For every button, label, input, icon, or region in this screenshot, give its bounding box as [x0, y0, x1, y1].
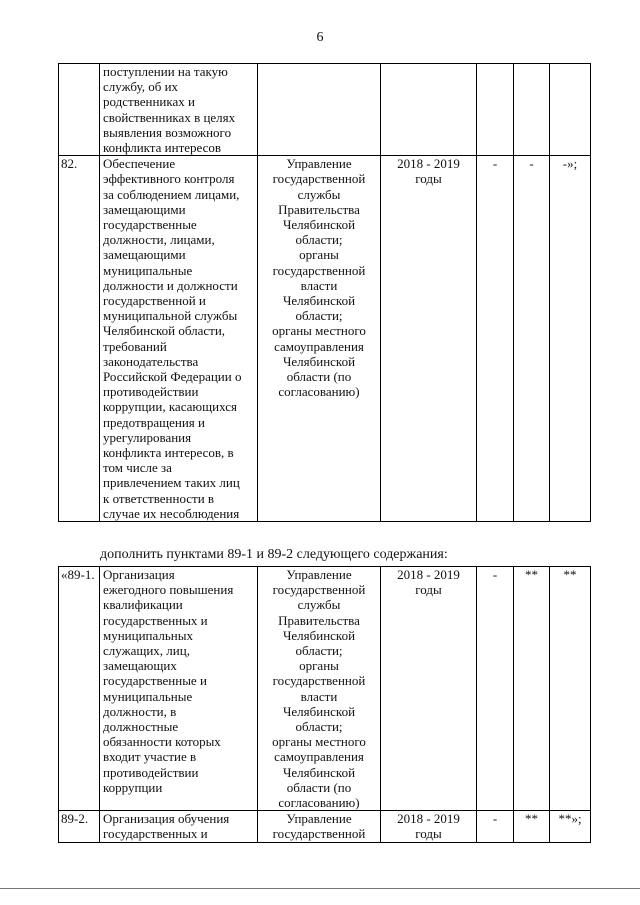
description-line: государственных и	[103, 826, 208, 842]
executor-line: Челябинской	[282, 627, 356, 643]
description-line: законодательства	[103, 353, 199, 369]
table-row	[59, 811, 591, 842]
executor-line: Челябинской	[282, 293, 356, 309]
measure-description	[100, 156, 258, 522]
description-line: коррупции	[103, 779, 163, 795]
description-line: требований	[103, 338, 167, 354]
description-line: Организация	[103, 567, 175, 582]
funding-value-1: -	[477, 567, 514, 811]
implementation-period	[381, 64, 477, 156]
executor-line: государственной	[272, 826, 366, 842]
funding-value-3: -»;	[550, 156, 591, 522]
executor-line: государственной	[272, 582, 366, 598]
responsible-executor	[258, 156, 381, 522]
description-line: должности и должности	[103, 277, 238, 293]
description-line: муниципальные	[103, 688, 193, 704]
measure-description	[100, 64, 258, 156]
description-line: случае их несоблюдения	[103, 505, 240, 521]
description-line: конфликта интересов	[103, 140, 222, 156]
description-line: противодействии	[103, 764, 199, 780]
executor-line: государственной	[272, 673, 366, 689]
description-line: должностные	[103, 719, 179, 735]
implementation-period: 2018 - 2019 годы	[381, 811, 477, 842]
item-number	[59, 64, 100, 156]
description-line: Обеспечение	[103, 156, 176, 172]
description-line: Организация обучения	[103, 811, 230, 827]
executor-line: органы	[299, 247, 339, 263]
description-line: государственных и	[103, 612, 208, 628]
executor-line: власти	[300, 688, 338, 704]
funding-value-2: **	[514, 567, 550, 811]
executor-line: области;	[295, 719, 343, 735]
description-line: входит участие в	[103, 749, 197, 765]
item-number: «89-1.	[59, 567, 100, 811]
funding-value-2	[514, 64, 550, 156]
implementation-period: 2018 - 2019 годы	[381, 567, 477, 811]
description-line: государственные	[103, 217, 197, 233]
description-line: должности, в	[103, 703, 177, 719]
description-line: конфликта интересов, в	[103, 445, 234, 461]
funding-value-3: **»;	[550, 811, 591, 842]
description-line: муниципальной службы	[103, 308, 238, 324]
description-line: свойственниках в целях	[103, 109, 236, 125]
executor-line: согласованию)	[278, 795, 360, 811]
description-line: том числе за	[103, 460, 172, 476]
executor-line: государственной	[272, 262, 366, 278]
description-line: муниципальные	[103, 262, 193, 278]
executor-line: власти	[300, 277, 338, 293]
description-line: противодействии	[103, 384, 199, 400]
executor-line: службы	[297, 186, 341, 202]
executor-line: области (по	[286, 779, 352, 795]
funding-value-1	[477, 64, 514, 156]
executor-line: органы местного	[272, 734, 366, 750]
executor-line: Челябинской	[282, 217, 356, 233]
description-line: Челябинской области,	[103, 323, 226, 339]
table-row	[59, 156, 591, 522]
description-line: выявления возможного	[103, 124, 232, 140]
item-number: 89-2.	[59, 811, 100, 842]
executor-line: органы	[299, 658, 339, 674]
description-line: коррупции, касающихся	[103, 399, 237, 415]
responsible-executor	[258, 567, 381, 811]
responsible-executor	[258, 811, 381, 842]
description-line: родственниках и	[103, 94, 195, 110]
implementation-period: 2018 - 2019 годы	[381, 156, 477, 522]
description-line: урегулирования	[103, 429, 192, 445]
funding-value-1: -	[477, 156, 514, 522]
executor-line: Управление	[286, 567, 352, 582]
description-line: квалификации	[103, 597, 183, 613]
executor-line: Челябинской	[282, 353, 356, 369]
funding-value-2: -	[514, 156, 550, 522]
description-line: замещающих	[103, 658, 177, 674]
executor-line: Правительства	[278, 612, 360, 628]
description-line: замещающими	[103, 201, 186, 217]
executor-line: Челябинской	[282, 764, 356, 780]
executor-line: Челябинской	[282, 703, 356, 719]
executor-line: самоуправления	[274, 749, 364, 765]
executor-line: области (по	[286, 369, 352, 385]
funding-value-1: -	[477, 811, 514, 842]
funding-value-3: **	[550, 567, 591, 811]
funding-value-2: **	[514, 811, 550, 842]
description-line: обязанности которых	[103, 734, 221, 750]
executor-line: Управление	[286, 811, 352, 827]
executor-line: Управление	[286, 156, 352, 172]
description-line: службу, об их	[103, 79, 179, 95]
description-line: государственные и	[103, 673, 207, 689]
executor-line: области;	[295, 232, 343, 248]
executor-line: Правительства	[278, 201, 360, 217]
description-line: привлечением таких лиц	[103, 475, 240, 491]
table-row	[59, 567, 591, 811]
description-line: замещающими	[103, 247, 186, 263]
executor-line: службы	[297, 597, 341, 613]
measures-table-bottom	[58, 566, 591, 843]
description-line: эффективного контроля	[103, 171, 235, 187]
executor-line: области;	[295, 643, 343, 659]
page-bottom-rule	[0, 888, 640, 889]
measure-description	[100, 567, 258, 811]
description-line: к ответственности в	[103, 490, 215, 506]
amendment-instruction: дополнить пунктами 89-1 и 89-2 следующего содержания:	[100, 547, 448, 562]
item-number: 82.	[59, 156, 100, 522]
description-line: ежегодного повышения	[103, 582, 234, 598]
measures-table-top	[58, 63, 591, 522]
executor-line: органы местного	[272, 323, 366, 339]
description-line: муниципальных	[103, 627, 194, 643]
description-line: предотвращения и	[103, 414, 205, 430]
executor-line: самоуправления	[274, 338, 364, 354]
measure-description	[100, 811, 258, 842]
page-number: 6	[316, 30, 324, 45]
description-line: служащих, лиц,	[103, 643, 190, 659]
executor-line: государственной	[272, 171, 366, 187]
description-line: государственной и	[103, 293, 206, 309]
description-line: поступлении на такую	[103, 64, 228, 79]
executor-line: области;	[295, 308, 343, 324]
responsible-executor	[258, 64, 381, 156]
description-line: за соблюдением лицами,	[103, 186, 240, 202]
table-row	[59, 64, 591, 156]
executor-line: согласованию)	[278, 384, 360, 400]
funding-value-3	[550, 64, 591, 156]
description-line: должности, лицами,	[103, 232, 215, 248]
description-line: Российской Федерации о	[103, 369, 242, 385]
